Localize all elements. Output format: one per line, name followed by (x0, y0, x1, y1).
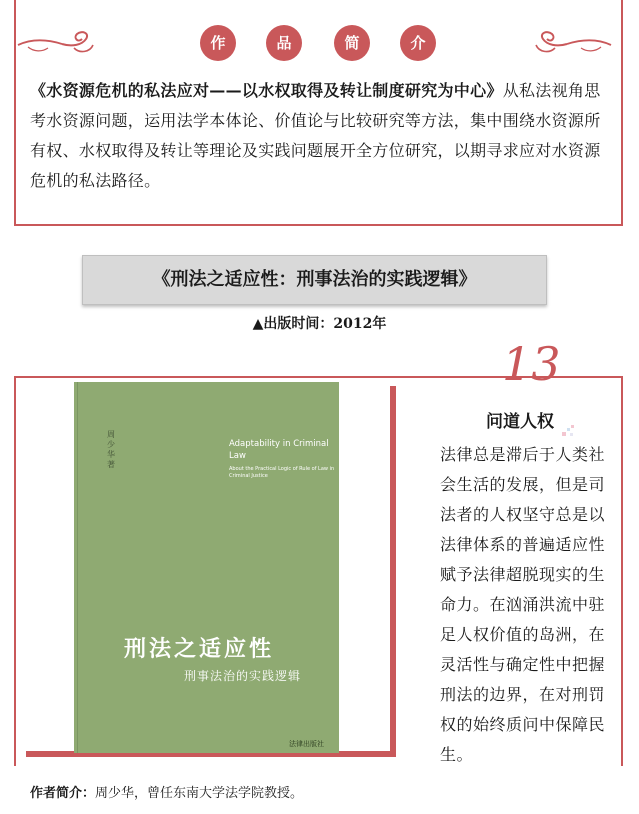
author-label: 作者简介： (30, 786, 96, 801)
intro-paragraph (30, 76, 613, 196)
author-info (30, 782, 620, 801)
intro-book-title: 《水资源危机的私法应对——以水权取得及转让制度研究为中心》 (30, 81, 503, 100)
heading-circle-3: 简 (334, 25, 370, 61)
intro-description: 从私法视角思考水资源问题，运用法学本体论、价值论与比较研究等方法，集中围绕水资源所有权、水权取得及转让等理论及实践问题展开全方位研究，以期寻求应对水资源危机的私法路径。 (30, 81, 601, 190)
book-title-banner: 《刑法之适应性：刑事法治的实践逻辑》 (82, 255, 547, 305)
author-text: 周少华，曾任东南大学法学院教授。 (95, 786, 304, 801)
cover-publisher: 法律出版社 (289, 740, 324, 748)
publication-date: ▲出版时间：2012年 (252, 316, 387, 332)
cover-english-title: Adaptability in Criminal Law (229, 439, 329, 461)
cover-chinese-title: 刑法之适应性 (124, 637, 275, 662)
cover-frame-right (390, 386, 396, 757)
cover-english-subtitle: About the Practical Logic of Rule of Law in Criminal Justice (229, 466, 335, 479)
swirl-ornament-icon (533, 28, 613, 56)
heading-circle-2: 品 (266, 25, 302, 61)
entry-number: 13 (502, 337, 561, 391)
heading-circle-4: 介 (400, 25, 436, 61)
cover-edge (77, 382, 78, 753)
cover-author: 周少华 著 (107, 430, 115, 469)
section-heading: 问道人权 (486, 412, 554, 432)
cover-chinese-subtitle: 刑事法治的实践逻辑 (184, 669, 302, 683)
pixel-sparkle-icon (562, 424, 578, 438)
section-body: 法律总是滞后于人类社会生活的发展，但是司法者的人权坚守总是以法律体系的普遍适应性赋予法律超脱现实的生命力。在汹涌洪流中驻足人权价值的岛洲，在灵活性与确定性中把握刑法的边界，在对刑罚权的始终质问中保障民生。 (440, 445, 606, 764)
heading-circle-1: 作 (200, 25, 236, 61)
book-cover (74, 382, 339, 753)
swirl-ornament-icon (16, 28, 96, 56)
